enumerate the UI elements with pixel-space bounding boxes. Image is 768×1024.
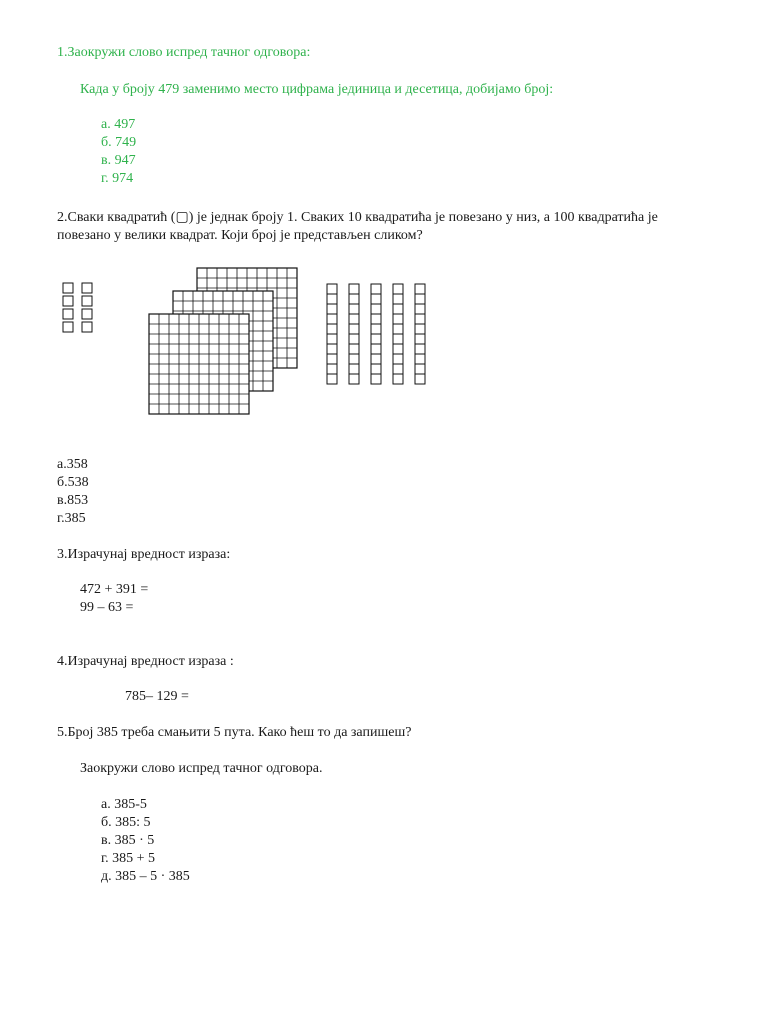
unit-square	[82, 283, 92, 293]
hundred-flat	[149, 314, 249, 414]
base-ten-blocks-figure	[56, 262, 436, 432]
q2-option-b: б.538	[57, 475, 89, 490]
q5-instruction: Заокружи слово испред тачног одговора.	[80, 761, 323, 776]
q2-line1: 2.Сваки квадратић (▢) је једнак броју 1. Сваких 10 квадратића је повезано у низ, а 100 квадратића је	[57, 210, 658, 225]
unit-square	[63, 309, 73, 319]
q5-option-v: в. 385 · 5	[101, 833, 155, 848]
unit-square	[63, 322, 73, 332]
q5-option-g: г. 385 + 5	[101, 851, 156, 866]
q2-option-v: в.853	[57, 493, 89, 508]
q1-title: 1.Заокружи слово испред тачног одговора:	[57, 45, 311, 60]
q1-option-a: а. 497	[101, 117, 136, 132]
q2-option-g: г.385	[57, 511, 86, 526]
q1-option-v: в. 947	[101, 153, 136, 168]
ten-rod	[327, 284, 337, 384]
unit-square	[82, 309, 92, 319]
q4-title: 4.Израчунај вредност израза :	[57, 654, 234, 669]
ten-rod	[415, 284, 425, 384]
unit-square	[82, 296, 92, 306]
q2-option-a: а.358	[57, 457, 88, 472]
unit-square	[63, 296, 73, 306]
unit-square	[82, 322, 92, 332]
ten-rod	[371, 284, 381, 384]
ten-rod	[349, 284, 359, 384]
q3-title: 3.Израчунај вредност израза:	[57, 547, 231, 562]
q2-line2: повезано у велики квадрат. Који број је представљен сликом?	[57, 228, 423, 243]
ten-rod	[393, 284, 403, 384]
q1-text: Када у броју 479 заменимо место цифрама јединица и десетица, добијамо број:	[80, 82, 554, 97]
q5-option-d: д. 385 – 5 · 385	[101, 869, 190, 884]
q5-title: 5.Број 385 треба смањити 5 пута. Како ћеш то да запишеш?	[57, 725, 412, 740]
unit-square	[63, 283, 73, 293]
q4-expr: 785– 129 =	[125, 689, 189, 704]
q1-option-g: г. 974	[101, 171, 134, 186]
q5-option-a: а. 385-5	[101, 797, 147, 812]
q1-option-b: б. 749	[101, 135, 137, 150]
q5-option-b: б. 385: 5	[101, 815, 151, 830]
q3-expr1: 472 + 391 =	[80, 582, 149, 597]
q3-expr2: 99 – 63 =	[80, 600, 134, 615]
